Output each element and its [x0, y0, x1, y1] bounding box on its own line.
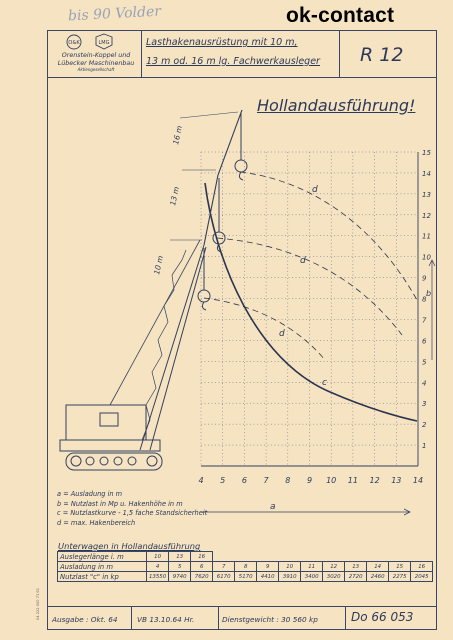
y-tick-label: 15 — [422, 149, 431, 157]
company-line-2: Lübecker Maschinenbau — [57, 59, 135, 67]
reach-value: 4 — [147, 562, 169, 572]
y-tick-label: 4 — [422, 379, 427, 388]
y-tick-label: 13 — [422, 190, 431, 199]
load-curves — [204, 172, 417, 421]
diagram-heading: Hollandausführung! — [257, 96, 416, 115]
print-code: 04 222 000 71 61 — [36, 587, 40, 620]
legend-b: b = Nutzlast in Mp u. Hakenhöhe in m — [57, 499, 183, 508]
boom-label-13m: 13 m — [168, 185, 181, 207]
load-value: 13550 — [147, 572, 169, 582]
axis-b-arrow — [429, 260, 435, 360]
reach-value: 10 — [279, 562, 301, 572]
axis-b-label: b — [426, 289, 432, 298]
y-tick-label: 11 — [422, 232, 431, 241]
load-table — [57, 551, 433, 582]
boom-label-10m: 10 m — [152, 254, 165, 276]
load-row — [58, 572, 433, 582]
x-tick-label: 13 — [391, 476, 402, 485]
load-value: 2720 — [345, 572, 367, 582]
reach-value: 14 — [367, 562, 389, 572]
reach-value: 12 — [323, 562, 345, 572]
footer-edition: Ausgabe : Okt. 64 — [52, 615, 118, 624]
crane-body — [66, 405, 146, 440]
y-tick-label: 2 — [422, 421, 427, 430]
reach-value: 11 — [301, 562, 323, 572]
title-line-1: Lasthakenausrüstung mit 10 m, — [146, 37, 298, 48]
load-value: 3910 — [279, 572, 301, 582]
x-tick-label: 14 — [412, 476, 424, 485]
legend-d: d = max. Hakenbereich — [57, 518, 136, 527]
model-code: R 12 — [360, 44, 404, 66]
x-tick-label: 5 — [220, 476, 226, 485]
load-value: 6170 — [213, 572, 235, 582]
undercarriage — [60, 440, 160, 451]
load-curve-c — [205, 183, 417, 421]
x-tick-label: 4 — [198, 476, 204, 485]
load-row-label: Nutzlast "c" in kp — [58, 572, 147, 582]
footer-weight: Dienstgewicht : 30 560 kp — [222, 615, 318, 624]
boom-label-16m: 16 m — [171, 124, 184, 146]
x-tick-label: 11 — [347, 476, 358, 485]
company-sub: Aktiengesellschaft — [77, 67, 115, 73]
boom-extensions — [204, 110, 242, 245]
x-tick-label: 6 — [241, 476, 247, 485]
reach-row — [58, 562, 433, 572]
legend-c: c = Nutzlastkurve - 1,5 fache Standsicherheit — [57, 509, 208, 518]
title-line-2: 13 m od. 16 m lg. Fachwerkausleger — [146, 56, 320, 67]
y-tick-label: 10 — [422, 253, 431, 262]
cab-window — [100, 413, 118, 426]
load-value: 7620 — [191, 572, 213, 582]
y-tick-label: 7 — [422, 316, 427, 325]
company-line-1: Orenstein-Koppel und — [61, 52, 131, 59]
reach-value: 5 — [169, 562, 191, 572]
load-value: 9740 — [169, 572, 191, 582]
reach-value: 6 — [191, 562, 213, 572]
reach-value: 13 — [345, 562, 367, 572]
document-number: Do 66 053 — [351, 610, 414, 624]
axis-a-label: a — [270, 502, 276, 512]
y-tick-label: 14 — [422, 169, 431, 178]
x-tick-label: 10 — [326, 476, 337, 485]
reach-value: 15 — [389, 562, 411, 572]
boom-value: 10 — [147, 552, 169, 562]
load-value: 3020 — [323, 572, 345, 582]
footer-vb: VB 13.10.64 Hr. — [137, 615, 195, 624]
handwritten-signature: bis 90 Volder — [67, 3, 162, 25]
table-title: Unterwagen in Hollandausführung — [58, 541, 201, 551]
reach-value: 7 — [213, 562, 235, 572]
legend — [57, 490, 207, 528]
y-tick-label: 12 — [422, 211, 431, 220]
y-tick-label: 5 — [422, 358, 427, 367]
diagram-grid — [201, 152, 418, 466]
load-value: 4410 — [257, 572, 279, 582]
logo-ok-text: O&K — [68, 40, 80, 46]
load-value: 2275 — [389, 572, 411, 582]
x-tick-label: 7 — [263, 476, 269, 485]
watermark-text: ok-contact — [286, 4, 395, 27]
x-tick-label: 12 — [369, 476, 380, 485]
boom-row — [58, 552, 433, 562]
logo-lmg-text: LMG — [98, 40, 110, 46]
y-tick-label: 3 — [422, 400, 427, 409]
load-value: 3400 — [301, 572, 323, 582]
legend-a: a = Ausladung in m — [57, 490, 123, 498]
reach-value: 16 — [411, 562, 433, 572]
boom-row-label: Auslegerlänge i. m — [58, 552, 147, 562]
track-wheels — [71, 456, 157, 466]
load-value: 2045 — [411, 572, 433, 582]
boom-value: 13 — [169, 552, 191, 562]
y-tick-label: 1 — [422, 442, 427, 451]
load-value: 5170 — [235, 572, 257, 582]
axis-a-arrow — [202, 509, 410, 515]
curve-label-d1: d — [312, 185, 318, 195]
y-tick-label: 6 — [422, 337, 427, 346]
load-value: 2460 — [367, 572, 389, 582]
y-tick-label: 8 — [422, 295, 427, 304]
reach-value: 8 — [235, 562, 257, 572]
x-tick-label: 9 — [306, 476, 313, 485]
curve-label-d3: d — [279, 329, 285, 339]
curve-label-d2: d — [300, 256, 306, 266]
hook-range-16m — [240, 172, 417, 300]
curve-label-c: c — [322, 378, 327, 388]
boom-value: 16 — [191, 552, 213, 562]
x-tick-label: 8 — [285, 476, 291, 485]
y-tick-label: 9 — [422, 274, 427, 283]
hook-range-10m — [204, 298, 325, 360]
reach-value: 9 — [257, 562, 279, 572]
reach-row-label: Ausladung in m — [58, 562, 147, 572]
